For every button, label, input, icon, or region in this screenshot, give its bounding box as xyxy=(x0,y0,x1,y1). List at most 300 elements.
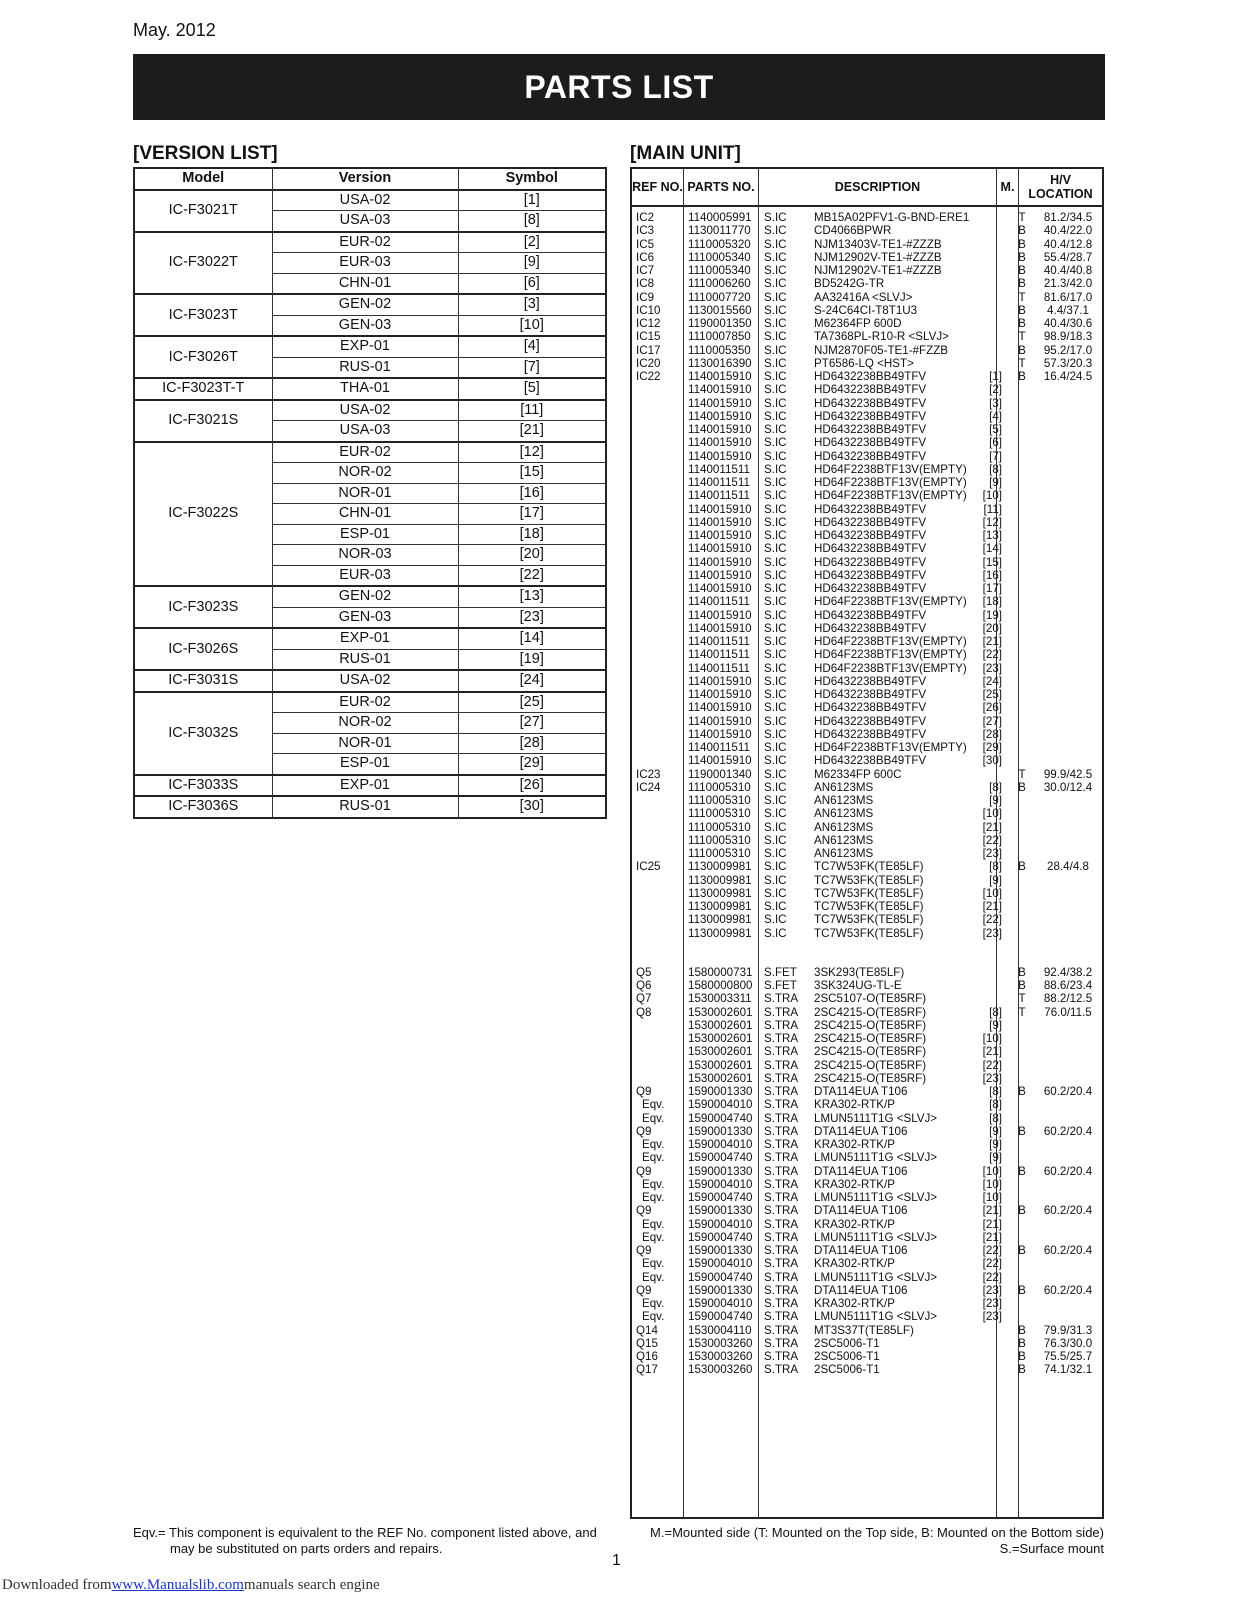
version-symbol-cell: [9] xyxy=(989,794,1002,807)
description-cell: HD6432238BB49TFV xyxy=(814,515,927,529)
part-row xyxy=(632,542,1102,555)
part-no-cell: 1130009981 xyxy=(688,926,752,940)
symbol-cell: [13] xyxy=(458,586,606,607)
model-cell: IC-F3023S xyxy=(134,586,272,628)
part-no-cell: 1130009981 xyxy=(688,913,752,927)
version-symbol-cell: [23] xyxy=(982,847,1002,860)
col-header-symbol: Symbol xyxy=(458,168,606,190)
part-no-cell: 1530003260 xyxy=(688,1363,753,1377)
part-no-cell: 1590004740 xyxy=(688,1310,753,1324)
part-row xyxy=(632,609,1102,622)
part-no-cell: 1590001330 xyxy=(688,1124,753,1138)
description-cell: HD6432238BB49TFV xyxy=(814,542,927,556)
version-row xyxy=(134,775,606,797)
symbol-cell: [12] xyxy=(458,442,606,463)
description-cell: HD6432238BB49TFV xyxy=(814,674,927,688)
part-row xyxy=(632,1151,1102,1164)
description-cell: HD6432238BB49TFV xyxy=(814,383,927,397)
eqv-footnote-line1: Eqv.= This component is equivalent to the REF No. component listed above, and xyxy=(133,1525,597,1540)
ref-cell: Q14 xyxy=(636,1323,658,1337)
ref-cell: Eqv. xyxy=(642,1257,665,1271)
description-cell: DTA114EUA T106 xyxy=(814,1283,908,1297)
part-row xyxy=(632,1059,1102,1072)
part-row xyxy=(632,251,1102,264)
version-cell: USA-03 xyxy=(272,211,458,232)
version-symbol-cell: [8] xyxy=(989,1005,1002,1019)
part-no-cell: 1590004740 xyxy=(688,1151,753,1165)
location-cell: 99.9/42.5 xyxy=(1043,767,1093,781)
type-cell: S.IC xyxy=(764,277,787,291)
symbol-cell: [7] xyxy=(458,357,606,378)
main-unit-title: [MAIN UNIT] xyxy=(630,143,741,164)
footer-prefix: Downloaded from xyxy=(2,1577,112,1593)
mounted-cell: B xyxy=(1018,370,1026,383)
type-cell: S.IC xyxy=(764,621,787,635)
type-cell: S.TRA xyxy=(764,1270,799,1284)
description-cell: HD6432238BB49TFV xyxy=(814,688,927,701)
part-row xyxy=(632,1350,1102,1363)
location-cell: 40.4/40.8 xyxy=(1043,264,1093,277)
description-cell: DTA114EUA T106 xyxy=(814,1124,908,1138)
part-row xyxy=(632,966,1102,979)
symbol-cell: [2] xyxy=(458,232,606,253)
part-no-cell: 1140015910 xyxy=(688,688,752,701)
version-symbol-cell: [7] xyxy=(989,449,1002,463)
version-cell: USA-03 xyxy=(272,421,458,442)
version-cell: NOR-02 xyxy=(272,713,458,734)
type-cell: S.IC xyxy=(764,303,787,317)
part-row xyxy=(632,264,1102,277)
part-row xyxy=(632,1204,1102,1217)
type-cell: S.TRA xyxy=(764,1323,799,1337)
model-cell: IC-F3022S xyxy=(134,442,272,587)
type-cell: S.IC xyxy=(764,886,787,900)
part-row xyxy=(632,211,1102,224)
part-row xyxy=(632,688,1102,701)
version-row xyxy=(134,796,606,818)
symbol-cell: [17] xyxy=(458,504,606,525)
ref-cell: Q9 xyxy=(636,1283,652,1297)
part-no-cell: 1590004010 xyxy=(688,1177,753,1191)
description-cell: PT6586-LQ <HST> xyxy=(814,356,914,370)
type-cell: S.TRA xyxy=(764,1124,799,1138)
model-cell: IC-F3021S xyxy=(134,400,272,442)
description-cell: NJM13403V-TE1-#ZZZB xyxy=(814,237,942,251)
version-symbol-cell: [23] xyxy=(982,1071,1002,1085)
description-cell: NJM12902V-TE1-#ZZZB xyxy=(814,250,942,264)
description-cell: HD64F2238BTF13V(EMPTY) xyxy=(814,489,967,503)
part-no-cell: 1140011511 xyxy=(688,648,750,662)
part-row xyxy=(632,635,1102,648)
mounted-cell: T xyxy=(1018,211,1026,224)
part-row xyxy=(632,1271,1102,1284)
type-cell: S.IC xyxy=(764,780,787,794)
type-cell: S.IC xyxy=(764,409,787,423)
part-no-cell: 1590004010 xyxy=(688,1257,753,1271)
type-cell: S.TRA xyxy=(764,1297,799,1310)
version-symbol-cell: [30] xyxy=(982,754,1002,768)
version-symbol-cell: [9] xyxy=(989,476,1002,489)
location-cell: 88.2/12.5 xyxy=(1043,992,1093,1006)
part-no-cell: 1140015910 xyxy=(688,502,752,516)
version-symbol-cell: [8] xyxy=(989,1098,1002,1112)
part-no-cell: 1530002601 xyxy=(688,1045,753,1059)
version-cell: NOR-03 xyxy=(272,545,458,566)
part-row xyxy=(632,1324,1102,1337)
part-row xyxy=(632,675,1102,688)
part-no-cell: 1140015910 xyxy=(688,542,752,556)
ref-cell: Eqv. xyxy=(642,1217,665,1231)
description-cell: TC7W53FK(TE85LF) xyxy=(814,860,924,874)
type-cell: S.IC xyxy=(764,515,787,529)
description-cell: HD6432238BB49TFV xyxy=(814,423,927,436)
description-cell: HD6432238BB49TFV xyxy=(814,727,927,741)
type-cell: S.IC xyxy=(764,754,787,768)
type-cell: S.IC xyxy=(764,462,787,476)
description-cell: MT3S37T(TE85LF) xyxy=(814,1323,914,1337)
part-no-cell: 1130009981 xyxy=(688,886,752,900)
symbol-cell: [21] xyxy=(458,421,606,442)
type-cell: S.IC xyxy=(764,370,787,383)
type-cell: S.IC xyxy=(764,727,787,741)
version-symbol-cell: [8] xyxy=(989,780,1002,794)
version-cell: EXP-01 xyxy=(272,628,458,649)
type-cell: S.IC xyxy=(764,476,787,489)
part-no-cell: 1140015910 xyxy=(688,714,752,728)
part-no-cell: 1110005310 xyxy=(688,833,751,847)
description-cell: 2SC4215-O(TE85RF) xyxy=(814,1005,927,1019)
version-cell: EUR-02 xyxy=(272,442,458,463)
part-no-cell: 1590004010 xyxy=(688,1098,753,1112)
symbol-cell: [23] xyxy=(458,607,606,628)
version-row xyxy=(134,628,606,649)
part-no-cell: 1110007850 xyxy=(688,330,751,344)
part-row xyxy=(632,1006,1102,1019)
ref-cell: Q5 xyxy=(636,965,652,979)
part-row xyxy=(632,1165,1102,1178)
part-row xyxy=(632,1045,1102,1058)
type-cell: S.TRA xyxy=(764,1217,799,1231)
type-cell: S.IC xyxy=(764,449,787,463)
part-row xyxy=(632,503,1102,516)
description-cell: HD6432238BB49TFV xyxy=(814,582,927,595)
ref-cell: IC8 xyxy=(636,277,655,291)
part-row xyxy=(632,357,1102,370)
type-cell: S.TRA xyxy=(764,1018,799,1032)
ref-cell: Q9 xyxy=(636,1164,652,1178)
part-no-cell: 1140015910 xyxy=(688,621,752,635)
location-cell: 60.2/20.4 xyxy=(1043,1124,1093,1138)
part-no-cell: 1530003311 xyxy=(688,992,752,1006)
ref-cell: Eqv. xyxy=(642,1270,665,1284)
version-symbol-cell: [4] xyxy=(989,409,1002,423)
type-cell: S.TRA xyxy=(764,1071,799,1085)
version-symbol-cell: [19] xyxy=(982,608,1002,622)
part-row xyxy=(632,1098,1102,1111)
type-cell: S.TRA xyxy=(764,1032,799,1045)
ref-cell: Q17 xyxy=(636,1363,658,1377)
ref-cell: IC6 xyxy=(636,250,655,264)
ref-cell: IC5 xyxy=(636,237,655,251)
col-header-description: DESCRIPTION xyxy=(834,180,921,194)
description-cell: 2SC4215-O(TE85RF) xyxy=(814,1071,927,1085)
location-cell: 30.0/12.4 xyxy=(1043,780,1093,794)
version-symbol-cell: [21] xyxy=(982,1217,1002,1231)
col-header-mounted: M. xyxy=(1000,180,1015,194)
description-cell: HD64F2238BTF13V(EMPTY) xyxy=(814,648,967,662)
ref-cell: Q15 xyxy=(636,1336,658,1350)
version-cell: ESP-01 xyxy=(272,524,458,545)
version-symbol-cell: [13] xyxy=(982,529,1002,542)
part-row xyxy=(632,582,1102,595)
location-cell: 60.2/20.4 xyxy=(1043,1085,1093,1098)
version-symbol-cell: [21] xyxy=(982,900,1002,913)
type-cell: S.TRA xyxy=(764,1045,799,1059)
description-cell: AN6123MS xyxy=(814,847,874,860)
part-row xyxy=(632,662,1102,675)
type-cell: S.IC xyxy=(764,741,787,754)
part-row xyxy=(632,410,1102,423)
part-row xyxy=(632,1112,1102,1125)
manualslib-link[interactable]: www.Manualslib.com xyxy=(111,1577,244,1593)
description-cell: LMUN5111T1G <SLVJ> xyxy=(814,1191,938,1204)
version-cell: RUS-01 xyxy=(272,357,458,378)
version-symbol-cell: [29] xyxy=(982,741,1002,754)
model-cell: IC-F3021T xyxy=(134,190,272,232)
col-header-ref: REF NO. xyxy=(632,180,683,194)
type-cell: S.IC xyxy=(764,542,787,556)
version-symbol-cell: [15] xyxy=(982,555,1002,569)
mounted-cell: B xyxy=(1018,1164,1026,1178)
symbol-cell: [27] xyxy=(458,713,606,734)
col-header-version: Version xyxy=(272,168,458,190)
version-symbol-cell: [10] xyxy=(982,489,1002,503)
version-symbol-cell: [23] xyxy=(982,1297,1002,1310)
description-cell: BD5242G-TR xyxy=(814,277,885,291)
version-symbol-cell: [23] xyxy=(982,661,1002,675)
symbol-cell: [18] xyxy=(458,524,606,545)
page-title: PARTS LIST xyxy=(133,54,1105,120)
description-cell: TC7W53FK(TE85LF) xyxy=(814,926,924,940)
model-cell: IC-F3036S xyxy=(134,796,272,818)
col-header-location: H/V LOCATION xyxy=(1028,173,1093,201)
mounted-cell: B xyxy=(1018,264,1026,277)
version-row xyxy=(134,294,606,315)
part-no-cell: 1590004740 xyxy=(688,1111,753,1125)
description-cell: KRA302-RTK/P xyxy=(814,1297,895,1310)
part-row xyxy=(632,516,1102,529)
location-cell: 88.6/23.4 xyxy=(1043,979,1093,992)
version-symbol-cell: [27] xyxy=(982,714,1002,728)
part-row xyxy=(632,1138,1102,1151)
version-symbol-cell: [9] xyxy=(989,873,1002,887)
version-cell: EUR-03 xyxy=(272,565,458,586)
type-cell: S.FET xyxy=(764,979,797,992)
version-symbol-cell: [22] xyxy=(982,1270,1002,1284)
description-cell: KRA302-RTK/P xyxy=(814,1217,895,1231)
part-row xyxy=(632,1284,1102,1297)
type-cell: S.TRA xyxy=(764,1085,799,1098)
location-cell: 57.3/20.3 xyxy=(1043,356,1093,370)
version-list-title: [VERSION LIST] xyxy=(133,143,278,164)
version-row xyxy=(134,692,606,713)
part-row xyxy=(632,423,1102,436)
version-symbol-cell: [9] xyxy=(989,1151,1002,1165)
part-no-cell: 1140015910 xyxy=(688,423,752,436)
part-no-cell: 1530002601 xyxy=(688,1032,753,1045)
part-row xyxy=(632,1125,1102,1138)
symbol-cell: [30] xyxy=(458,796,606,818)
description-cell: 2SC5006-T1 xyxy=(814,1336,880,1350)
version-symbol-cell: [8] xyxy=(989,860,1002,874)
symbol-cell: [9] xyxy=(458,253,606,274)
part-no-cell: 1140015910 xyxy=(688,701,752,715)
description-cell: TC7W53FK(TE85LF) xyxy=(814,900,924,913)
ref-cell: IC25 xyxy=(636,860,661,874)
type-cell: S.IC xyxy=(764,873,787,887)
type-cell: S.TRA xyxy=(764,1336,799,1350)
version-symbol-cell: [10] xyxy=(982,807,1002,821)
type-cell: S.TRA xyxy=(764,1111,799,1125)
version-cell: USA-02 xyxy=(272,670,458,692)
version-symbol-cell: [9] xyxy=(989,1138,1002,1151)
mounted-cell: B xyxy=(1018,224,1026,238)
mounted-cell: T xyxy=(1018,1005,1026,1019)
type-cell: S.IC xyxy=(764,833,787,847)
ref-cell: Q9 xyxy=(636,1085,652,1098)
type-cell: S.IC xyxy=(764,529,787,542)
description-cell: KRA302-RTK/P xyxy=(814,1098,895,1112)
description-cell: 2SC4215-O(TE85RF) xyxy=(814,1018,927,1032)
part-row xyxy=(632,1297,1102,1310)
description-cell: DTA114EUA T106 xyxy=(814,1164,908,1178)
type-cell: S.IC xyxy=(764,396,787,410)
part-row xyxy=(632,1244,1102,1257)
ref-cell: Eqv. xyxy=(642,1230,665,1244)
part-row xyxy=(632,383,1102,396)
description-cell: AN6123MS xyxy=(814,833,874,847)
part-no-cell: 1590004740 xyxy=(688,1230,753,1244)
version-row xyxy=(134,442,606,463)
part-row xyxy=(632,1072,1102,1085)
version-symbol-cell: [10] xyxy=(982,1164,1002,1178)
description-cell: 3SK324UG-TL-E xyxy=(814,979,902,992)
version-symbol-cell: [8] xyxy=(989,462,1002,476)
part-no-cell: 1190001350 xyxy=(688,317,752,330)
symbol-cell: [8] xyxy=(458,211,606,232)
description-cell: MB15A02PFV1-G-BND-ERE1 xyxy=(814,211,970,224)
part-row xyxy=(632,529,1102,542)
download-footer xyxy=(2,1577,380,1594)
symbol-cell: [1] xyxy=(458,190,606,211)
mounted-cell: T xyxy=(1018,330,1026,344)
ref-cell: Eqv. xyxy=(642,1151,665,1165)
part-no-cell: 1110005350 xyxy=(688,343,751,357)
symbol-cell: [26] xyxy=(458,775,606,797)
type-cell: S.IC xyxy=(764,555,787,569)
symbol-cell: [14] xyxy=(458,628,606,649)
part-no-cell: 1110005310 xyxy=(688,780,751,794)
eqv-footnote-line2: may be substituted on parts orders and repairs. xyxy=(170,1541,443,1556)
description-cell: 2SC4215-O(TE85RF) xyxy=(814,1058,927,1072)
version-symbol-cell: [21] xyxy=(982,635,1002,648)
type-cell: S.TRA xyxy=(764,1098,799,1112)
model-cell: IC-F3022T xyxy=(134,232,272,295)
part-row xyxy=(632,887,1102,900)
version-row xyxy=(134,336,606,357)
description-cell: HD64F2238BTF13V(EMPTY) xyxy=(814,661,967,675)
version-row xyxy=(134,190,606,211)
part-no-cell: 1140015910 xyxy=(688,515,752,529)
version-cell: GEN-03 xyxy=(272,315,458,336)
part-row xyxy=(632,330,1102,343)
version-cell: USA-02 xyxy=(272,190,458,211)
mounted-cell: B xyxy=(1018,1323,1026,1337)
part-no-cell: 1530002601 xyxy=(688,1018,753,1032)
part-no-cell: 1110005310 xyxy=(688,794,751,807)
part-no-cell: 1530004110 xyxy=(688,1323,752,1337)
type-cell: S.IC xyxy=(764,423,787,436)
main-unit-rows xyxy=(632,211,1102,1377)
ref-cell: Q6 xyxy=(636,979,652,992)
version-symbol-cell: [17] xyxy=(982,582,1002,595)
location-cell: 95.2/17.0 xyxy=(1043,343,1093,357)
part-row xyxy=(632,489,1102,502)
ref-cell: IC17 xyxy=(636,343,661,357)
type-cell: S.TRA xyxy=(764,1310,799,1324)
version-row xyxy=(134,670,606,692)
col-header-parts: PARTS NO. xyxy=(687,180,755,194)
type-cell: S.IC xyxy=(764,648,787,662)
version-symbol-cell: [21] xyxy=(982,1204,1002,1218)
version-symbol-cell: [22] xyxy=(982,913,1002,927)
location-cell: 92.4/38.2 xyxy=(1043,965,1093,979)
location-cell: 76.0/11.5 xyxy=(1044,1005,1092,1019)
part-row xyxy=(632,1218,1102,1231)
description-cell: HD6432238BB49TFV xyxy=(814,409,927,423)
version-symbol-cell: [11] xyxy=(983,502,1002,516)
part-row xyxy=(632,979,1102,992)
description-cell: HD64F2238BTF13V(EMPTY) xyxy=(814,741,967,754)
version-cell: THA-01 xyxy=(272,378,458,400)
part-no-cell: 1140015910 xyxy=(688,449,752,463)
part-row xyxy=(632,781,1102,794)
part-row xyxy=(632,569,1102,582)
mounted-cell: B xyxy=(1018,780,1026,794)
type-cell: S.TRA xyxy=(764,1230,799,1244)
type-cell: S.TRA xyxy=(764,1164,799,1178)
type-cell: S.TRA xyxy=(764,1058,799,1072)
part-row xyxy=(632,370,1102,383)
mounted-cell: B xyxy=(1018,1283,1026,1297)
type-cell: S.IC xyxy=(764,502,787,516)
part-no-cell: 1140015910 xyxy=(688,568,752,582)
description-cell: HD6432238BB49TFV xyxy=(814,568,927,582)
part-row xyxy=(632,900,1102,913)
version-row xyxy=(134,400,606,421)
version-cell: CHN-01 xyxy=(272,504,458,525)
type-cell: S.TRA xyxy=(764,1244,799,1257)
version-symbol-cell: [21] xyxy=(982,820,1002,834)
version-list-table xyxy=(133,167,607,819)
version-cell: EUR-02 xyxy=(272,692,458,713)
mounted-cell: B xyxy=(1018,1350,1026,1363)
version-symbol-cell: [10] xyxy=(982,1191,1002,1204)
model-cell: IC-F3026S xyxy=(134,628,272,670)
part-no-cell: 1140015910 xyxy=(688,582,752,595)
version-symbol-cell: [20] xyxy=(982,621,1002,635)
part-no-cell: 1140011511 xyxy=(688,741,750,754)
